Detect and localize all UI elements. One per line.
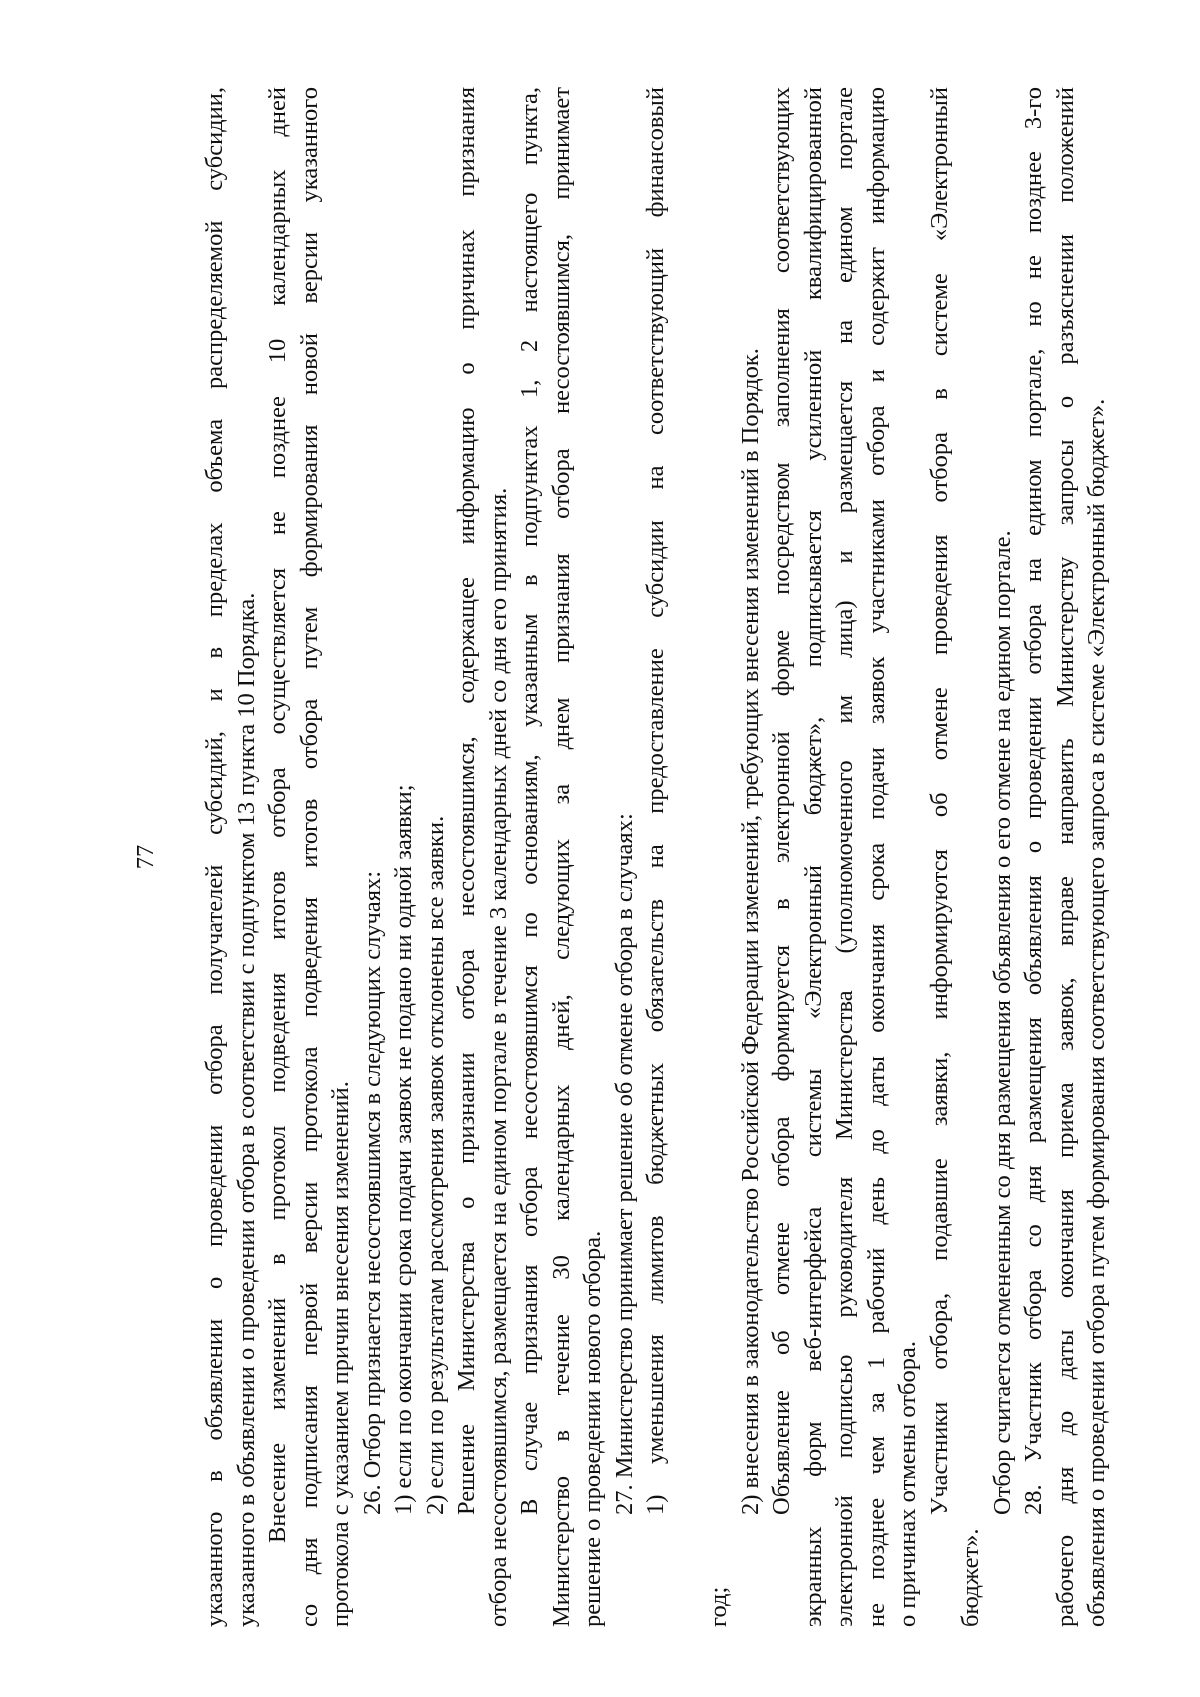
text-line: Объявление об отмене отбора формируется в электронной форме посредством заполнения соответствующих (768, 87, 795, 1515)
text-line: не позднее чем за 1 рабочий день до даты окончания срока подачи заявок участниками отбора и содержит информацию (862, 87, 890, 1627)
text-line: указанного в объявлении о проведении отбора получателей субсидий, и в пределах объема распределяемой субсидии, (201, 87, 228, 1627)
text-line: 2) если по результатам рассмотрения заявок отклонены все заявки. (421, 815, 449, 1515)
text-line: Участники отбора, подавшие заявки, информируются об отмене проведения отбора в системе «Электронный (925, 87, 953, 1515)
text-line: 27. Министерство принимает решение об отмене отбора в случаях: (610, 813, 638, 1515)
text-line: 2) внесения в законодательство Российской Федерации изменений, требующих внесения изменений в Порядок. (736, 348, 764, 1515)
text-line: объявления о проведении отбора путем формирования соответствующего запроса в системе «Электронный бюджет». (1083, 398, 1110, 1627)
text-line: о причинах отмены отбора. (894, 1341, 921, 1627)
text-line: протокола с указанием причин внесения изменений. (327, 1081, 354, 1627)
text-line: Решение Министерства о признании отбора несостоявшимся, содержащее информацию о причинах признания (453, 87, 480, 1515)
text-line: рабочего дня до даты окончания приема заявок, вправе направить Министерству запросы о разъяснении положений (1051, 87, 1079, 1627)
text-line: бюджет». (957, 1528, 984, 1627)
text-line: год; (705, 1586, 732, 1627)
text-line: Внесение изменений в протокол подведения итогов отбора осуществляется не позднее 10 календарных дней (264, 87, 291, 1543)
page-number: 77 (132, 844, 159, 870)
text-line: электронной подписью руководителя Министерства (уполномоченного им лица) и размещается на едином портале (831, 87, 858, 1627)
text-line: 1) уменьшения лимитов бюджетных обязательств на предоставление субсидии на соответствующий финансовый (642, 87, 669, 1515)
text-line: указанного в объявлении о проведении отбора в соответствии с подпунктом 13 пункта 10 Порядка. (232, 592, 260, 1627)
text-line: 28. Участник отбора со дня размещения объявления о проведении отбора на едином портале, но не позднее 3-го (1020, 87, 1047, 1515)
text-line: экранных форм веб-интерфейса системы «Электронный бюджет», подписывается усиленной квалифицированной (799, 87, 827, 1627)
text-line: со дня подписания первой версии протокола подведения итогов отбора путем формирования новой версии указанного (295, 87, 323, 1627)
text-line: Министерство в течение 30 календарных дней, следующих за днем признания отбора несостоявшимся, принимает (547, 87, 575, 1627)
text-line: В случае признания отбора несостоявшимся по основаниям, указанным в подпунктах 1, 2 настоящего пункта, (516, 87, 543, 1515)
text-line: 1) если по окончании срока подачи заявок не подано ни одной заявки; (390, 784, 417, 1515)
document-body (199, 87, 1113, 1627)
rotated-sheet (130, 87, 1130, 1627)
text-line: 26. Отбор признается несостоявшимся в следующих случаях: (358, 870, 386, 1515)
text-line: решение о проведении нового отбора. (579, 1230, 606, 1627)
text-line: Отбор считается отмененным со дня размещения объявления о его отмене на едином портале. (988, 530, 1016, 1515)
text-line: отбора несостоявшимся, размещается на едином портале в течение 3 календарных дней со дня его принятия. (484, 487, 512, 1627)
